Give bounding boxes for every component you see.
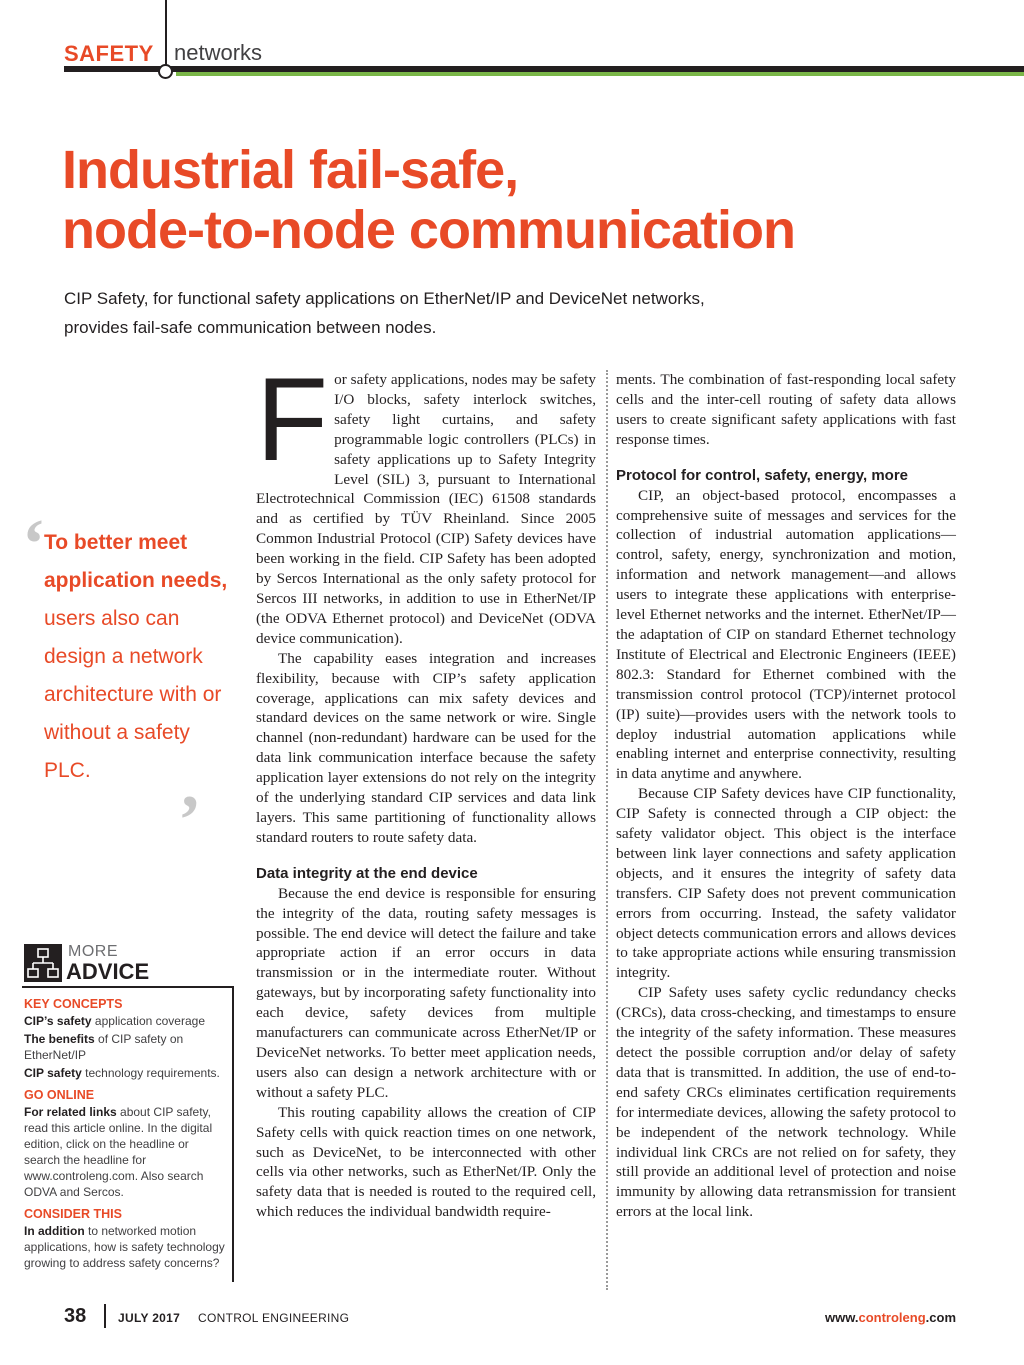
key-concept-item: CIP safety technology requirements. bbox=[24, 1066, 220, 1080]
footer-divider bbox=[104, 1304, 106, 1328]
deck-line-1: CIP Safety, for functional safety applications on EtherNet/IP and DeviceNet networks, bbox=[64, 289, 705, 308]
subhead: Data integrity at the end device bbox=[256, 864, 478, 882]
column-divider bbox=[606, 370, 608, 1290]
more-advice-side-rule bbox=[232, 986, 234, 1282]
header-vertical-line bbox=[165, 0, 167, 68]
go-online-heading: GO ONLINE bbox=[24, 1088, 95, 1102]
network-diagram-icon bbox=[24, 944, 62, 982]
subhead: Protocol for control, safety, energy, more bbox=[616, 466, 909, 484]
body-paragraph: CIP Safety uses safety cyclic redundancy checks (CRCs), data cross-checking, and timestamps to ensure the integrity of the safety information. These measures detect the possible corruption and/or delay of safety data that is transmitted. In addition, the use of end-to-end safety CRCs eliminates certification requirements for intermediate devices, allowing the safety protocol to be independent of the network technology. While individual link CRCs are not relied on for safety, they still provide an additional level of protection and noise immunity by allowing data retransmission for transient errors at the local link. bbox=[616, 984, 956, 1221]
more-advice-title: ADVICE bbox=[66, 959, 150, 984]
drop-cap: F bbox=[256, 354, 329, 486]
body-paragraph: CIP, an object-based protocol, encompasses a comprehensive suite of messages and services for the collection of industrial automation applications—control, safety, energy, synchronization and motion, information and network management—and allows users to integrate these applications with enterprise-level Ethernet networks and the internet. EtherNet/IP—the adaptation of CIP on standard Ethernet technology Institute of Electrical and Electronic Engineers (IEEE) 802.3: Standard for Ethernet combined with the transmission control protocol (TCP)/internet protocol (IP) suite)—provides users with the network tools to deploy industrial automation applications while enabling internet and enterprise connectivity, resulting in data anytime and anywhere. bbox=[616, 486, 956, 783]
header-circle-marker bbox=[158, 64, 173, 79]
more-advice-rule bbox=[22, 986, 234, 988]
article-column-2 bbox=[616, 370, 956, 1290]
article-column-1 bbox=[256, 354, 596, 1290]
consider-this-heading: CONSIDER THIS bbox=[24, 1207, 122, 1221]
page-number: 38 bbox=[64, 1305, 87, 1327]
title-line-1: Industrial fail-safe, bbox=[62, 140, 519, 200]
consider-this-text: In addition to networked motion applications, how is safety technology growing to address safety concerns? bbox=[24, 1224, 225, 1270]
pull-quote-text: users also can design a network architecture with or without a safety PLC. bbox=[44, 607, 222, 782]
go-online-text: For related links about CIP safety, read this article online. In the digital edition, click on the headline or search the headline for www.controleng.com. Also search ODVA and Sercos. bbox=[24, 1105, 213, 1199]
website-link[interactable]: www.controleng.com bbox=[825, 1310, 956, 1325]
section-sublabel: networks bbox=[174, 40, 263, 65]
issue-date: JULY 2017 bbox=[118, 1311, 181, 1325]
body-paragraph: ments. The combination of fast-responding local safety cells and the inter-cell routing of safety data allows users to create significant safety applications with fast response times. bbox=[616, 371, 956, 448]
key-concept-item: The benefits of CIP safety on EtherNet/IP bbox=[24, 1032, 184, 1062]
body-paragraph: Because CIP Safety devices have CIP functionality, CIP Safety is connected through a CIP object: the safety validator object. This object is the interface between link layer connections and safety application objects, and it ensures the integrity of safety data transfers. CIP Safety does not prevent communication errors from occurring. Instead, the safety validator object detects communication errors and allows devices to take appropriate actions while ensuring transmission integrity. bbox=[616, 785, 956, 982]
body-paragraph: This routing capability allows the creation of CIP Safety cells with quick reaction times on one network, such as DeviceNet, to be interconnected with other cells via other networks, such as EtherNet/IP. Only the safety data that is needed is routed to the required cell, which reduces the individual bandwidth require- bbox=[256, 1103, 596, 1221]
close-quote-mark: ’ bbox=[178, 782, 202, 859]
magazine-name: CONTROL ENGINEERING bbox=[198, 1311, 350, 1325]
article-deck bbox=[64, 284, 864, 342]
body-paragraph: Because the end device is responsible for ensuring the integrity of the data, routing safety messages is possible. The end device will detect the failure and take appropriate action if an error occurs in data transmission or in the intermediate router. Without gateways, but by incorporating safety functionality into each device, safety devices from multiple manufacturers can communicate across EtherNet/IP or DeviceNet networks. To better meet application needs, users also can design a network architecture with or without a safety PLC. bbox=[256, 884, 596, 1101]
pull-quote bbox=[44, 524, 234, 790]
key-concept-item: CIP’s safety application coverage bbox=[24, 1014, 206, 1028]
body-paragraph: The capability eases integration and increases flexibility, because with CIP’s safety application coverage, applications can mix safety devices and standard devices on the same network or wire. Single channel (non-redundant) hardware can be used for the data link communication interface because the safety application layer extensions do not rely on the integrity of the underlying standard CIP services and data link layers. This same partitioning of functionality allows standard routers to route safety data. bbox=[256, 649, 596, 846]
article-title bbox=[62, 140, 1002, 260]
more-advice-body bbox=[24, 996, 228, 1273]
pull-quote-emphasis: To better meet application needs, bbox=[44, 531, 228, 592]
more-advice-more: MORE bbox=[68, 943, 118, 960]
body-paragraph: or safety applications, nodes may be safety I/O blocks, safety interlock switches, safety light curtains, and safety programmable logic controllers (PLCs) in safety applications up to Safety Integrity Level (SIL) 3, pursuant to International Electrotechnical Commission (IEC) 61508 standards and as certified by TÜV Rheinland. Since 2005 Common Industrial Protocol (CIP) Safety devices have been working in the field. CIP Safety has been adopted by Sercos International as the only safety protocol for Sercos III networks, in addition to use in EtherNet/IP (the ODVA Ethernet protocol) and DeviceNet (ODVA device communication). bbox=[256, 371, 596, 647]
key-concepts-heading: KEY CONCEPTS bbox=[24, 997, 123, 1011]
header-accent-rule bbox=[176, 72, 1024, 76]
section-label: SAFETY bbox=[64, 41, 154, 66]
open-quote-mark: ‘ bbox=[22, 506, 46, 583]
title-line-2: node-to-node communication bbox=[62, 200, 795, 260]
deck-line-2: provides fail-safe communication between nodes. bbox=[64, 318, 437, 337]
